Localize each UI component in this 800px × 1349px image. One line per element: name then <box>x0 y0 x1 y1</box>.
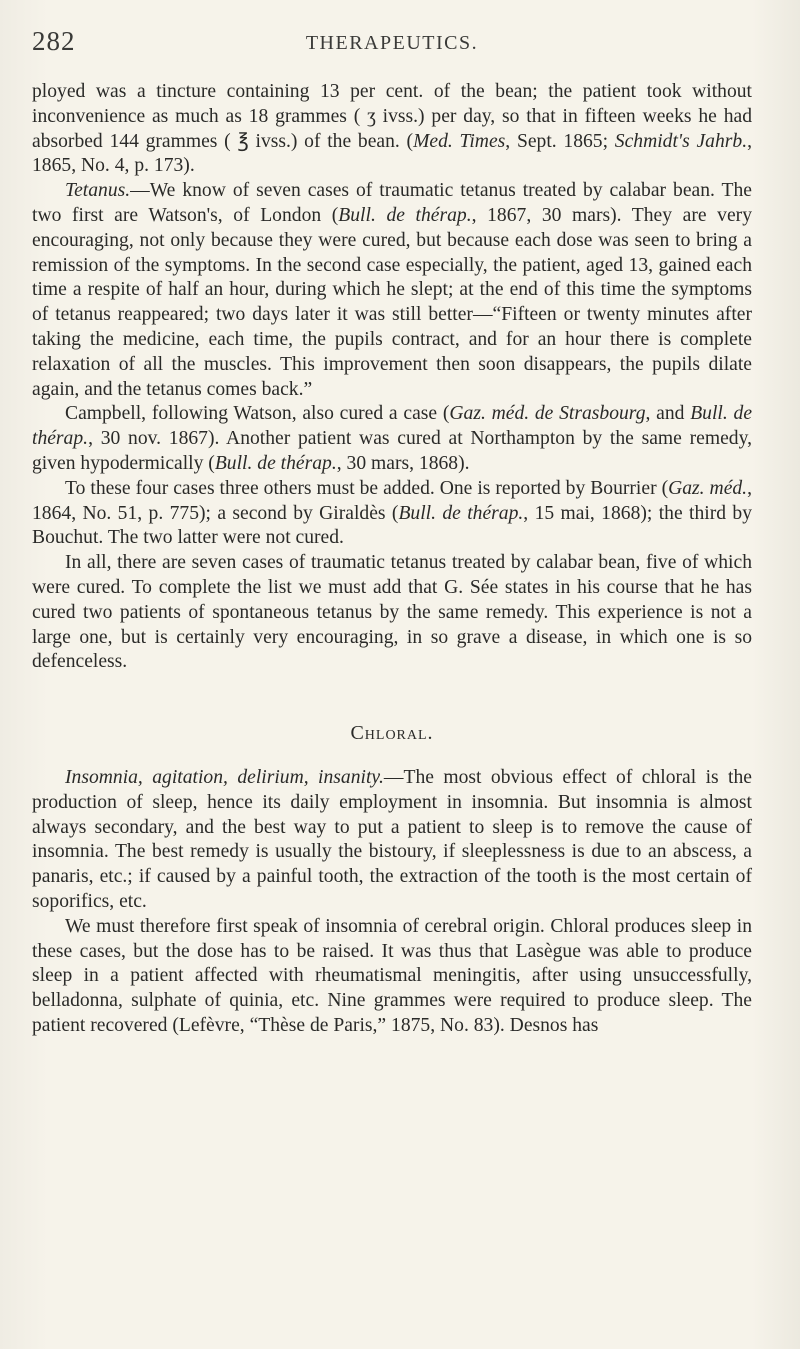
text-segment: , 1865, No. 4, p. 173). <box>32 130 752 177</box>
text-segment: Campbell, following Watson, also cured a case ( <box>65 403 450 425</box>
citation-journal: Schmidt's Jahrb. <box>614 130 748 152</box>
paragraph-other-cases <box>32 477 752 551</box>
citation-journal: Gaz. méd. <box>668 477 748 499</box>
running-head <box>32 26 752 66</box>
run-in-heading-tetanus: Tetanus. <box>65 180 131 202</box>
citation-journal: Bull. de thérap. <box>338 204 472 226</box>
text-segment: We must therefore first speak of insomnia of cerebral origin. Chloral produces sleep in these cases, but the dose has to be raised. It was thus that Lasègue was able to produce sleep in a patient affected with rheumatismal meningitis, after using unsuccessfully, belladonna, sulphate of quinia, etc. Nine grammes were required to produce sleep. The patient recovered (Lefèvre, “Thèse de Paris,” 1875, No. 83). Desnos has <box>32 915 752 1036</box>
paragraph-tetanus <box>32 179 752 402</box>
citation-journal: Bull. de thérap. <box>214 452 337 474</box>
citation-journal: Bull. de thérap. <box>32 403 753 450</box>
text-segment: , 30 nov. 1867). Another patient was cured at Northampton by the same remedy, given hypodermically ( <box>32 428 752 474</box>
text-segment: In all, there are seven cases of traumatic tetanus treated by calabar bean, five of which were cured. To complete the list we must add that G. Sée states in his course that he has cured two patients of spontaneous tetanus by the same remedy. This experience is not a large one, but is certainly very encouraging, in so grave a disease, in which one is so defenceless. <box>32 552 752 673</box>
paragraph-insomnia <box>32 766 752 915</box>
run-in-heading-insomnia: Insomnia, agitation, delirium, insanity. <box>65 766 384 788</box>
citation-journal: Bull. de thérap. <box>398 502 524 524</box>
body-text <box>32 80 752 1039</box>
paragraph-summary <box>32 551 752 675</box>
text-segment: , 1867, 30 mars). They are very encouraging, not only because they were cured, but because each dose was seen to bring a remission of the symptoms. In the second case especially, the patient, aged 13, gained each time a respite of half an hour, during which he slept; at the end of this time the symptoms of tetanus reappeared; two days later it was still better—“Fifteen or twenty minutes after taking the medicine, each time, the pupils contract, and for an hour there is complete relaxation of all the muscles. This improvement then soon disappears, the pupils dilate again, and the tetanus comes back.” <box>32 204 752 400</box>
section-heading-chloral: Chloral. <box>350 722 434 745</box>
citation-journal: Gaz. méd. de Strasbourg <box>449 403 646 425</box>
text-segment: ployed was a tincture containing 13 per cent. of the bean; the patient took without inconvenience as much as 18 grammes ( ʒ ivss.) per day, so that in fifteen weeks he had absorbed 144 grammes ( ℥ ivss.) of the bean. ( <box>32 81 752 152</box>
text-segment: To these four cases three others must be added. One is reported by Bourrier ( <box>65 477 669 499</box>
text-segment: , 15 mai, 1868); the third by Bouchut. The two latter were not cured. <box>32 502 752 549</box>
running-title: THERAPEUTICS. <box>305 32 479 54</box>
text-segment: , 30 mars, 1868). <box>336 452 470 474</box>
text-segment: —We know of seven cases of traumatic tetanus treated by calabar bean. The two first are Watson's, of London ( <box>32 180 752 226</box>
paragraph-campbell <box>32 402 752 476</box>
text-segment: , and <box>645 403 691 425</box>
text-segment: , 1864, No. 51, p. 775); a second by Giraldès ( <box>32 477 752 524</box>
citation-journal: Med. Times <box>413 130 506 152</box>
page-number: 282 <box>32 26 76 56</box>
text-segment: —The most obvious effect of chloral is the production of sleep, hence its daily employment in insomnia. But insomnia is almost always secondary, and the best way to put a patient to sleep is to remove the cause of insomnia. The best remedy is usually the bistoury, if sleeplessness is due to an abscess, a panaris, etc.; if caused by a painful tooth, the extraction of the tooth is the most certain of soporifics, etc. <box>32 766 752 912</box>
paragraph-calabar-dosage <box>32 80 752 179</box>
text-segment: , Sept. 1865; <box>505 130 615 152</box>
paragraph-cerebral-insomnia <box>32 915 752 1039</box>
